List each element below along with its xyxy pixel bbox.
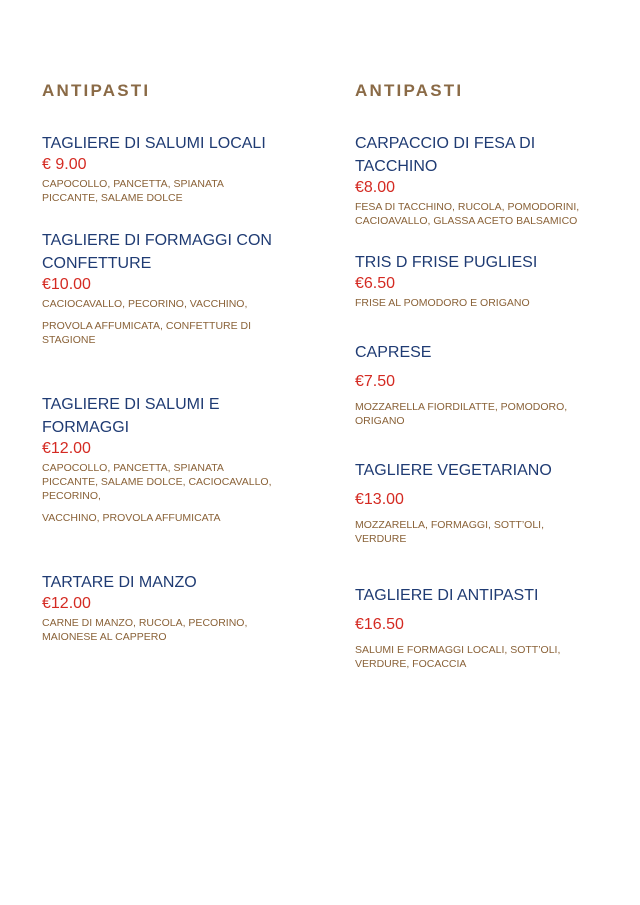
menu-item <box>355 459 615 546</box>
menu-item <box>42 132 302 205</box>
menu-item <box>42 229 302 347</box>
item-price: €10.00 <box>42 276 91 293</box>
item-price: €6.50 <box>355 275 396 292</box>
item-description: CAPOCOLLO, PANCETTA, SPIANATA PICCANTE, SALAME DOLCE <box>42 178 224 204</box>
item-name: TAGLIERE DI ANTIPASTI <box>355 587 539 604</box>
item-name: CAPRESE <box>355 344 432 361</box>
section-title: ANTIPASTI <box>42 81 151 100</box>
item-name: TAGLIERE VEGETARIANO <box>355 462 552 479</box>
item-description: FRISE AL POMODORO E ORIGANO <box>355 297 530 309</box>
menu-item <box>42 571 302 644</box>
item-price: €12.00 <box>42 595 91 612</box>
item-name: TRIS D FRISE PUGLIESI <box>355 254 538 271</box>
item-name: TAGLIERE DI FORMAGGI CON CONFETTURE <box>42 232 272 272</box>
item-price: € 9.00 <box>42 156 87 173</box>
item-price: €13.00 <box>355 491 404 508</box>
item-description: CACIOCAVALLO, PECORINO, VACCHINO, <box>42 298 248 310</box>
menu-item <box>355 584 615 671</box>
menu-item <box>355 251 615 310</box>
item-name: CARPACCIO DI FESA DI TACCHINO <box>355 135 536 175</box>
item-description: PROVOLA AFFUMICATA, CONFETTURE DI STAGIONE <box>42 320 252 346</box>
item-price: €8.00 <box>355 179 396 196</box>
item-description: MOZZARELLA, FORMAGGI, SOTT’OLI, VERDURE <box>355 519 545 545</box>
item-price: €7.50 <box>355 373 396 390</box>
item-description: VACCHINO, PROVOLA AFFUMICATA <box>42 512 221 524</box>
menu-item <box>42 393 302 525</box>
item-description: CAPOCOLLO, PANCETTA, SPIANATA PICCANTE, SALAME DOLCE, CACIOCAVALLO, PECORINO, <box>42 462 272 502</box>
item-price: €16.50 <box>355 616 404 633</box>
item-description: FESA DI TACCHINO, RUCOLA, POMODORINI, CACIOAVALLO, GLASSA ACETO BALSAMICO <box>355 201 580 227</box>
item-description: SALUMI E FORMAGGI LOCALI, SOTT’OLI, VERDURE, FOCACCIA <box>355 644 561 670</box>
section-title: ANTIPASTI <box>355 81 464 100</box>
item-price: €12.00 <box>42 440 91 457</box>
menu-item <box>355 132 615 228</box>
item-name: TAGLIERE DI SALUMI E FORMAGGI <box>42 396 220 436</box>
item-description: CARNE DI MANZO, RUCOLA, PECORINO, MAIONESE AL CAPPERO <box>42 617 248 643</box>
item-name: TARTARE DI MANZO <box>42 574 197 591</box>
menu-item <box>355 341 615 428</box>
item-name: TAGLIERE DI SALUMI LOCALI <box>42 135 266 152</box>
item-description: MOZZARELLA FIORDILATTE, POMODORO, ORIGANO <box>355 401 568 427</box>
